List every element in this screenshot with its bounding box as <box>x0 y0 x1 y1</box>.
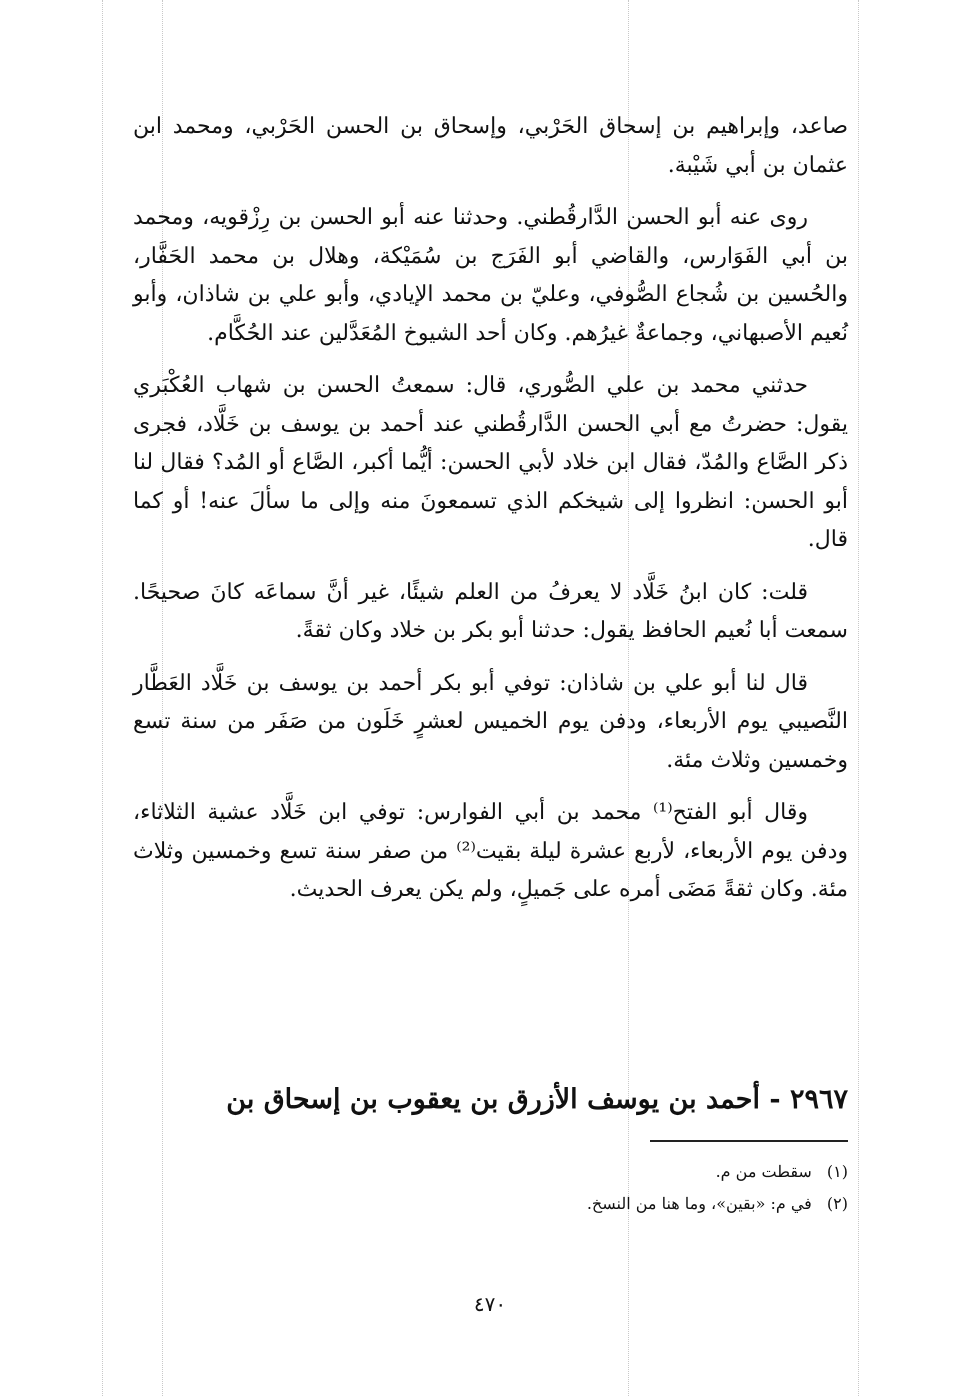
footnote-number: (٢) <box>826 1194 848 1213</box>
paragraph-3: حدثني محمد بن علي الصُّوري، قال: سمعتُ الحسن بن شهاب العُكْبَري يقول: حضرتُ مع أبي الحسن الدَّارقُطني عند أحمد بن يوسف بن خَلَّاد، فجرى ذكر الصَّاع والمُدّ، فقال ابن خلاد لأبي الحسن: أيُّما أكبر، الصَّاع أو المُد؟ فقال لنا أبو الحسن: انظروا إلى شيخكم الذي تسمعونَ منه وإلى ما سألَ عنه! أو كما قال. <box>133 373 848 552</box>
footnote-separator <box>650 1140 848 1142</box>
footnote-number: (١) <box>826 1162 848 1181</box>
paragraph-2: روى عنه أبو الحسن الدَّارقُطني. وحدثنا عنه أبو الحسن بن رِزْقويه، ومحمد بن أبي الفَوَارس، والقاضي أبو الفَرَج بن سُمَيْكة، وهلال بن محمد الحَفَّار، والحُسين بن شُجاع الصُّوفي، وعليّ بن محمد الإيادي، وأبو علي بن شاذان، وأبو نُعيم الأصبهاني، وجماعةٌ غيرُهم. وكان أحد الشيوخ المُعَدَّلين عند الحُكَّام. <box>133 205 848 346</box>
paragraph-1: صاعد، وإبراهيم بن إسحاق الحَرْبي، وإسحاق بن الحسن الحَرْبي، ومحمد ابن عثمان بن أبي شَيْبة. <box>133 114 848 178</box>
paragraph-4: قلت: كان ابنُ خَلَّاد لا يعرفُ من العلم شيئًا، غير أنَّ سماعَه كانَ صحيحًا. سمعت أبا نُعيم الحافظ يقول: حدثنا أبو بكر بن خلاد وكان ثقةً. <box>133 579 848 643</box>
footnote-1 <box>400 1156 848 1188</box>
footnote-text: سقطت من م. <box>715 1162 812 1181</box>
entry-heading: ٢٩٦٧ - أحمد بن يوسف الأزرق بن يعقوب بن إسحاق بن <box>226 1084 848 1115</box>
body-text <box>133 108 848 924</box>
paragraph-6: وقال أبو الفتح⁽¹⁾ محمد بن أبي الفوارس: توفي ابن خَلَّاد عشية الثلاثاء، ودفن يوم الأربعاء، لأربع عشرة ليلة بقيت⁽²⁾ من صفر سنة تسع وخمسين وثلاث مئة. وكان ثقةً مَضَى أمره على جَميلٍ، ولم يكن يعرف الحديث. <box>133 800 848 902</box>
paragraph-5: قال لنا أبو علي بن شاذان: توفي أبو بكر أحمد بن يوسف بن خَلَّاد العَطَّار النَّصيبي يوم الأربعاء، ودفن يوم الخميس لعشرٍ خَلَون من صَفَر من سنة تسع وخمسين وثلاث مئة. <box>133 670 848 773</box>
footnotes <box>400 1156 848 1220</box>
scan-guide-line <box>858 0 859 1396</box>
scan-guide-line <box>102 0 103 1396</box>
footnote-2 <box>400 1188 848 1220</box>
footnote-text: في م: «بقين»، وما هنا من النسخ. <box>586 1194 812 1213</box>
page-number: ٤٧٠ <box>473 1292 507 1316</box>
